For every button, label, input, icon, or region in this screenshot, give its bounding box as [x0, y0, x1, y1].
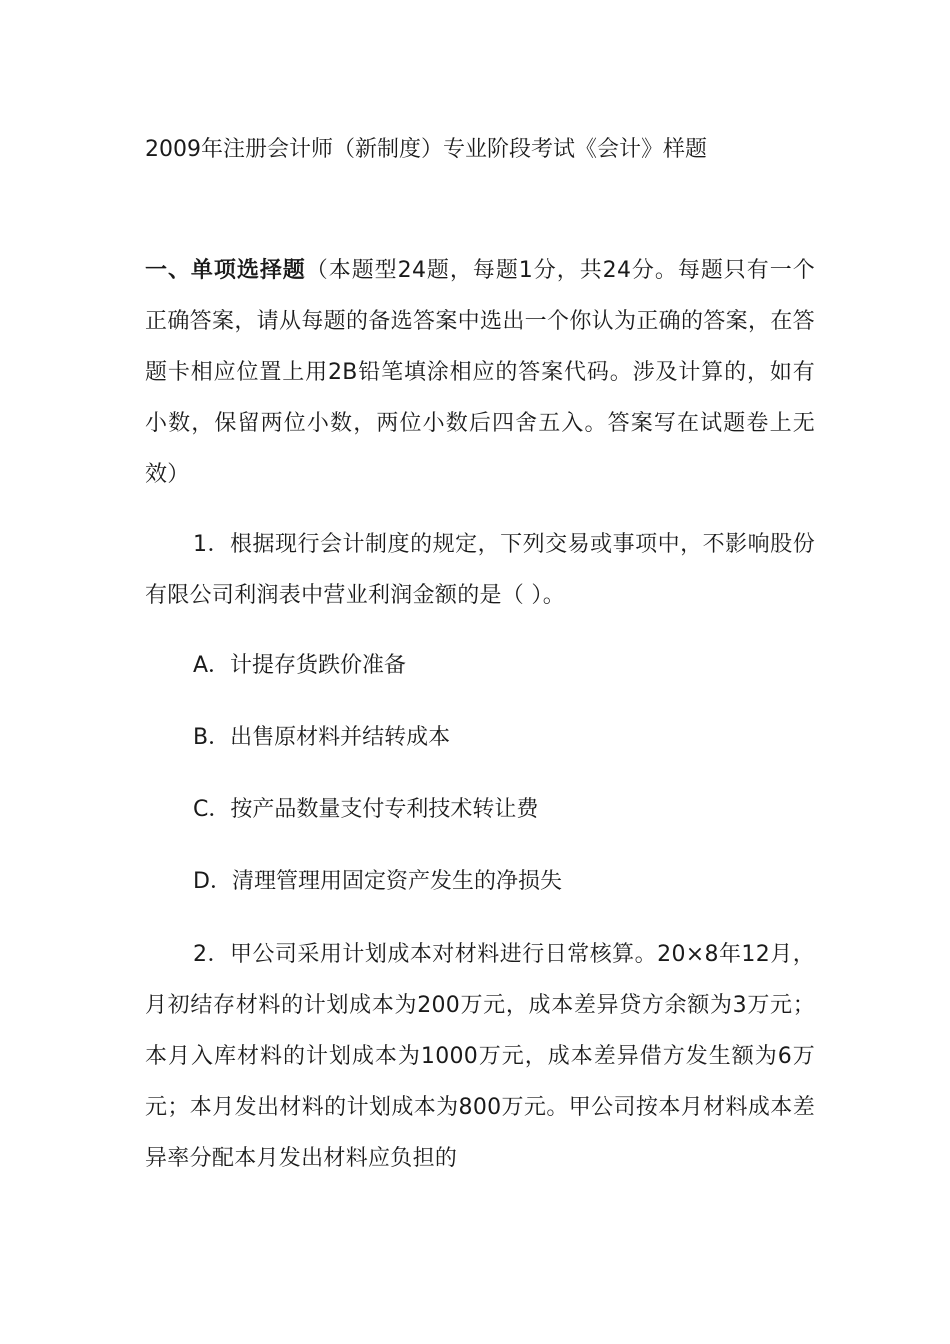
section-instructions: （本题型24题，每题1分，共24分。每题只有一个正确答案，请从每题的备选答案中选出一个你认为正确的答案，在答题卡相应位置上用2B铅笔填涂相应的答案代码。涉及计算的，如有小数，保留两位小数，两位小数后四舍五入。答案写在试题卷上无效） [145, 258, 815, 487]
section-intro [145, 245, 815, 500]
question-1-option-c: C．按产品数量支付专利技术转让费 [193, 797, 539, 822]
question-1-option-b: B．出售原材料并结转成本 [193, 725, 451, 750]
question-1-text: 1．根据现行会计制度的规定，下列交易或事项中，不影响股份有限公司利润表中营业利润金额的是（ ）。 [145, 532, 815, 608]
question-1-option-d: D．清理管理用固定资产发生的净损失 [193, 869, 562, 894]
question-2-text: 2．甲公司采用计划成本对材料进行日常核算。20×8年12月，月初结存材料的计划成本为200万元，成本差异贷方余额为3万元；本月入库材料的计划成本为1000万元，成本差异借方发生额为6万元；本月发出材料的计划成本为800万元。甲公司按本月材料成本差异率分配本月发出材料应负担的 [145, 942, 815, 1171]
question-1-option-a: A．计提存货跌价准备 [193, 653, 407, 678]
section-heading: 一、单项选择题 [145, 258, 306, 283]
document-title: 2009年注册会计师（新制度）专业阶段考试《会计》样题 [145, 137, 707, 162]
